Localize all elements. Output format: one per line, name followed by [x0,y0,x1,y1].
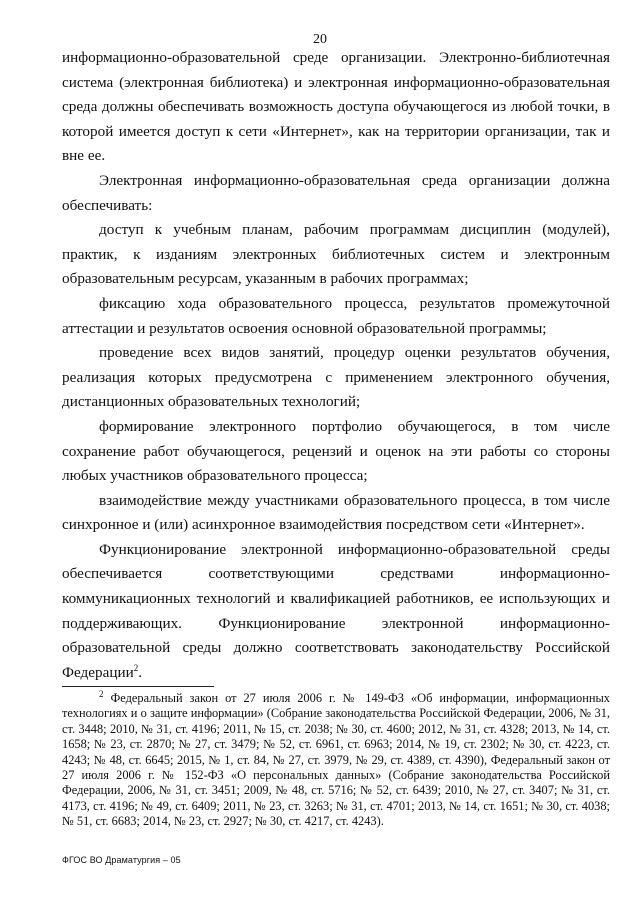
body-text [62,46,610,685]
paragraph-functioning [62,538,610,686]
paragraph-functioning-end: . [138,663,143,681]
footnote-divider [62,686,214,687]
paragraph-functioning-text: Функционирование электронной информационно-образовательной среды обеспечивается соответствующими средствами информационно-коммуникационных технологий и квалификацией работников, ее использующих и поддерживающих. Функционирование электронной информационно-образовательной среды должно соответствовать законодательству Российской Федерации [62,540,610,681]
paragraph-interaction: взаимодействие между участниками образовательного процесса, в том числе синхронное и (или) асинхронное взаимодействия посредством сети «Интернет». [62,491,610,534]
footnote-mark: 2 [99,688,104,699]
paragraph-continuation: информационно-образовательной среде организации. Электронно-библиотечная система (электронная библиотека) и электронная информационно-образовательная среда должны обеспечивать возможность доступа обучающегося из любой точки, в которой имеется доступ к сети «Интернет», как на территории организации, так и вне ее. [62,49,610,165]
paragraph-eios-intro: Электронная информационно-образовательная среда организации должна обеспечивать: [62,171,610,214]
footnote [62,688,610,830]
paragraph-recording: фиксацию хода образовательного процесса, результатов промежуточной аттестации и результатов освоения основной образовательной программы; [62,294,610,337]
page-number: 20 [313,32,327,47]
footnote-reference[interactable]: 2 [133,662,139,673]
paragraph-portfolio: формирование электронного портфолио обучающегося, в том числе сохранение работ обучающегося, рецензий и оценок на эти работы со стороны любых участников образовательного процесса; [62,417,610,485]
paragraph-classes: проведение всех видов занятий, процедур оценки результатов обучения, реализация которых предусмотрена с применением электронного обучения, дистанционных образовательных технологий; [62,344,610,411]
footnote-text: Федеральный закон от 27 июля 2006 г. № 149-ФЗ «Об информации, информационных технологиях и о защите информации» (Собрание законодательства Российской Федерации, 2006, № 31, ст. 3448; 2010, № 31, ст. 4196; 2011, № 15, ст. 2038; № 30, ст. 4600; 2012, № 31, ст. 4328; 2013, № 14, ст. 1658; № 23, ст. 2870; № 27, ст. 3479; № 52, ст. 6961, ст. 6963; 2014, № 19, ст. 2302; № 30, ст. 4223, ст. 4243; № 48, ст. 6645; 2015, № 1, ст. 84, № 27, ст. 3979, № 29, ст. 4389, ст. 4390), Федеральный закон от 27 июля 2006 г. № 152-ФЗ «О персональных данных» (Собрание законодательства Российской Федерации, 2006, № 31, ст. 3451; 2009, № 48, ст. 5716; № 52, ст. 6439; 2010, № 27, ст. 3407; № 31, ст. 4173, ст. 4196; № 49, ст. 6409; 2011, № 23, ст. 3263; № 31, ст. 4701; 2013, № 14, ст. 1651; № 30, ст. 4038; № 51, ст. 6683; 2014, № 23, ст. 2927; № 30, ст. 4217, ст. 4243). [62,691,610,829]
page-footer: ФГОС ВО Драматургия – 05 [62,855,181,865]
paragraph-access: доступ к учебным планам, рабочим программам дисциплин (модулей), практик, к изданиям электронных библиотечных систем и электронным образовательным ресурсам, указанным в рабочих программах; [62,221,610,288]
